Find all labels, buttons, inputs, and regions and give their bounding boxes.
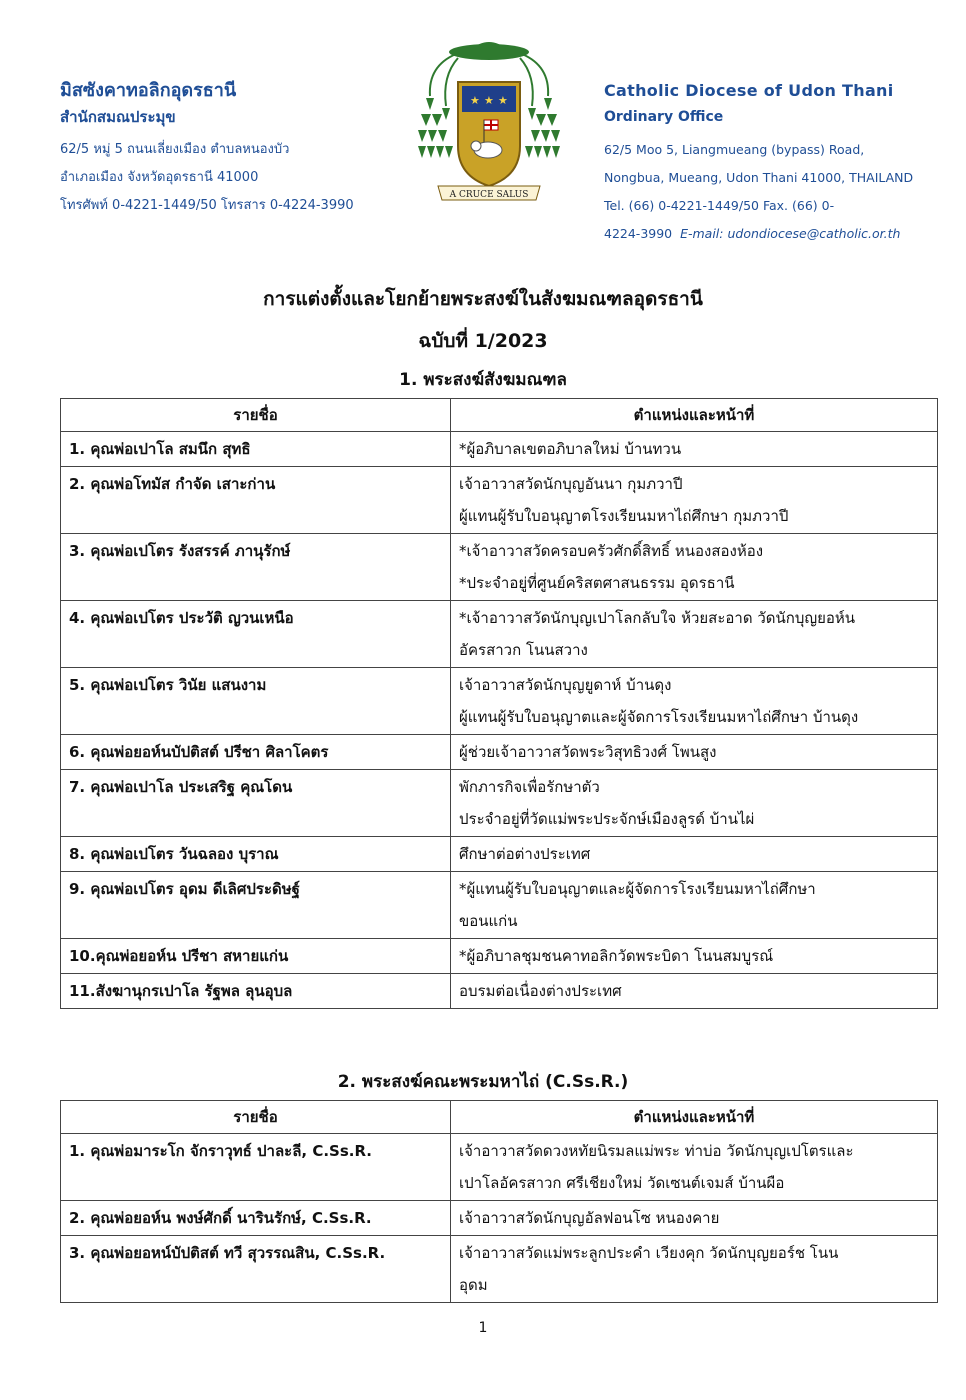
page-number: 1 <box>478 1320 488 1336</box>
duty-cell <box>451 432 938 467</box>
header-thai <box>60 78 440 220</box>
duty-line-2: อัครสาวก โนนสวาง <box>459 641 588 659</box>
header-english <box>604 78 954 248</box>
table-row <box>61 668 938 735</box>
priest-name-cell <box>61 1236 451 1303</box>
coat-of-arms-icon <box>418 36 560 206</box>
duty-cell <box>451 601 938 668</box>
priest-name: 7. คุณพ่อเปาโล ประเสริฐ คุณโดน <box>69 778 293 796</box>
duty-cell <box>451 1201 938 1236</box>
priest-name-cell <box>61 668 451 735</box>
priest-name: 6. คุณพ่อยอห์นบัปติสต์ ปรีชา ศิลาโคตร <box>69 743 329 761</box>
section-1-table <box>60 398 938 1009</box>
duty-line-1: ผู้ช่วยเจ้าอาวาสวัดพระวิสุทธิวงศ์ โพนสูง <box>459 743 717 761</box>
duty-cell <box>451 939 938 974</box>
phone-english: Tel. (66) 0-4221-1449/50 Fax. (66) 0- <box>604 198 835 213</box>
duty-cell <box>451 1236 938 1303</box>
svg-text:★: ★ <box>484 94 494 107</box>
duty-cell <box>451 534 938 601</box>
priest-name-cell <box>61 837 451 872</box>
priest-name-cell <box>61 1134 451 1201</box>
duty-line-1: พักภารกิจเพื่อรักษาตัว <box>459 778 600 796</box>
table-row <box>61 837 938 872</box>
table-header-row <box>61 399 938 432</box>
duty-cell <box>451 974 938 1009</box>
address-line-2-thai: อำเภอเมือง จังหวัดอุดรธานี 41000 <box>60 170 259 185</box>
duty-line-2: ขอนแก่น <box>459 912 518 930</box>
duty-cell <box>451 467 938 534</box>
column-header-name: รายชื่อ <box>61 399 451 432</box>
duty-cell <box>451 735 938 770</box>
duty-line-1: เจ้าอาวาสวัดนักบุญยูดาห์ บ้านดุง <box>459 676 672 694</box>
priest-name-cell <box>61 601 451 668</box>
duty-line-1: *เจ้าอาวาสวัดครอบครัวศักดิ์สิทธิ์ หนองสองห้อง <box>459 542 764 560</box>
table-row <box>61 735 938 770</box>
document-issue: ฉบับที่ 1/2023 <box>418 330 548 352</box>
duty-line-2: ประจำอยู่ที่วัดแม่พระประจักษ์เมืองลูรด์ บ้านไผ่ <box>459 810 755 828</box>
table-row <box>61 1236 938 1303</box>
org-name-thai: มิสซังคาทอลิกอุดรธานี <box>60 80 237 101</box>
priest-name-cell <box>61 534 451 601</box>
priest-name: 3. คุณพ่อยอหน์บัปติสต์ ทวี สุวรรณสิน, C.Ss.R. <box>69 1244 386 1262</box>
svg-text:★: ★ <box>498 94 508 107</box>
priest-name: 1. คุณพ่อมาระโก จักราวุทธ์ ปาละลี, C.Ss.R. <box>69 1142 372 1160</box>
priest-name: 11.สังฆานุกรเปาโล รัฐพล ลุนอุบล <box>69 982 293 1000</box>
office-name-thai: สำนักสมณประมุข <box>60 108 176 126</box>
priest-name-cell <box>61 939 451 974</box>
duty-line-1: *ผู้อภิบาลเขตอภิบาลใหม่ บ้านทวน <box>459 440 682 458</box>
priest-name-cell <box>61 467 451 534</box>
priest-name: 8. คุณพ่อเปโตร วันฉลอง บุราณ <box>69 845 279 863</box>
priest-name: 4. คุณพ่อเปโตร ประวัติ ญวนเหนือ <box>69 609 294 627</box>
duty-line-2: ผู้แทนผู้รับใบอนุญาตโรงเรียนมหาไถ่ศึกษา กุมภวาปี <box>459 507 789 525</box>
duty-line-1: ศึกษาต่อต่างประเทศ <box>459 845 591 863</box>
priest-name-cell <box>61 1201 451 1236</box>
email-address: E-mail: udondiocese@catholic.or.th <box>680 226 901 241</box>
priest-name-cell <box>61 872 451 939</box>
priest-name: 2. คุณพ่อโทมัส กำจัด เสาะก่าน <box>69 475 276 493</box>
duty-cell <box>451 1134 938 1201</box>
duty-line-1: อบรมต่อเนื่องต่างประเทศ <box>459 982 622 1000</box>
duty-line-1: *ผู้อภิบาลชุมชนคาทอลิกวัดพระบิดา โนนสมบูรณ์ <box>459 947 774 965</box>
duty-cell <box>451 872 938 939</box>
duty-line-1: เจ้าอาวาสวัดแม่พระลูกประคำ เวียงคุก วัดนักบุญยอร์ช โนน <box>459 1244 839 1262</box>
column-header-duty: ตำแหน่งและหน้าที่ <box>451 1101 938 1134</box>
priest-name-cell <box>61 735 451 770</box>
phone-email-line <box>604 220 954 248</box>
address-line-1-english: 62/5 Moo 5, Liangmueang (bypass) Road, <box>604 142 865 157</box>
table-row <box>61 467 938 534</box>
priest-name-cell <box>61 432 451 467</box>
table-row <box>61 872 938 939</box>
address-line-2-english: Nongbua, Mueang, Udon Thani 41000, THAILAND <box>604 170 914 185</box>
duty-line-2: เปาโลอัครสาวก ศรีเชียงใหม่ วัดเซนต์เจมส์ บ้านผือ <box>459 1174 785 1192</box>
priest-name: 10.คุณพ่อยอห์น ปรีชา สหายแก่น <box>69 947 289 965</box>
duty-line-1: เจ้าอาวาสวัดดวงหทัยนิรมลแม่พระ ท่าบ่อ วัดนักบุญเปโตรและ <box>459 1142 854 1160</box>
priest-name-cell <box>61 770 451 837</box>
svg-text:★: ★ <box>470 94 480 107</box>
duty-line-2: *ประจำอยู่ที่ศูนย์คริสตศาสนธรรม อุดรธานี <box>459 574 735 592</box>
section-2-heading: 2. พระสงฆ์คณะพระมหาไถ่ (C.Ss.R.) <box>337 1072 629 1092</box>
table-row <box>61 601 938 668</box>
table-row <box>61 432 938 467</box>
duty-line-1: เจ้าอาวาสวัดนักบุญอันนา กุมภวาปี <box>459 475 683 493</box>
priest-name: 3. คุณพ่อเปโตร รังสรรค์ ภานุรักษ์ <box>69 542 291 560</box>
table-row <box>61 974 938 1009</box>
fax-continued: 4224-3990 <box>604 226 673 241</box>
table-row <box>61 534 938 601</box>
phone-thai: โทรศัพท์ 0-4221-1449/50 โทรสาร 0-4224-3990 <box>60 198 354 213</box>
document-title: การแต่งตั้งและโยกย้ายพระสงฆ์ในสังฆมณฑลอุดรธานี <box>263 288 703 310</box>
table-row <box>61 1134 938 1201</box>
office-name-english: Ordinary Office <box>604 109 724 125</box>
duty-line-1: *เจ้าอาวาสวัดนักบุญเปาโลกลับใจ ห้วยสะอาด วัดนักบุญยอห์น <box>459 609 856 627</box>
section-2-table <box>60 1100 938 1303</box>
priest-name-cell <box>61 974 451 1009</box>
column-header-name: รายชื่อ <box>61 1101 451 1134</box>
column-header-duty: ตำแหน่งและหน้าที่ <box>451 399 938 432</box>
duty-line-1: *ผู้แทนผู้รับใบอนุญาตและผู้จัดการโรงเรียนมหาไถ่ศึกษา <box>459 880 816 898</box>
table-header-row <box>61 1101 938 1134</box>
table-row <box>61 770 938 837</box>
duty-line-2: ผู้แทนผู้รับใบอนุญาตและผู้จัดการโรงเรียนมหาไถ่ศึกษา บ้านดุง <box>459 708 859 726</box>
priest-name: 2. คุณพ่อยอห์น พงษ์ศักดิ์ นารินรักษ์, C.Ss.R. <box>69 1209 372 1227</box>
priest-name: 9. คุณพ่อเปโตร อุดม ดีเลิศประดิษฐ์ <box>69 880 300 898</box>
duty-line-2: อุดม <box>459 1276 488 1294</box>
address-line-1-thai: 62/5 หมู่ 5 ถนนเลี่ยงเมือง ตำบลหนองบัว <box>60 142 290 157</box>
duty-line-1: เจ้าอาวาสวัดนักบุญอัลฟอนโซ หนองคาย <box>459 1209 720 1227</box>
table-row <box>61 1201 938 1236</box>
org-name-english: Catholic Diocese of Udon Thani <box>604 81 894 100</box>
priest-name: 1. คุณพ่อเปาโล สมนึก สุทธิ <box>69 440 251 458</box>
duty-cell <box>451 837 938 872</box>
table-row <box>61 939 938 974</box>
duty-cell <box>451 770 938 837</box>
priest-name: 5. คุณพ่อเปโตร วินัย แสนงาม <box>69 676 267 694</box>
section-1-heading: 1. พระสงฆ์สังฆมณฑล <box>399 370 567 390</box>
motto-text: A CRUCE SALUS <box>449 190 529 200</box>
duty-cell <box>451 668 938 735</box>
